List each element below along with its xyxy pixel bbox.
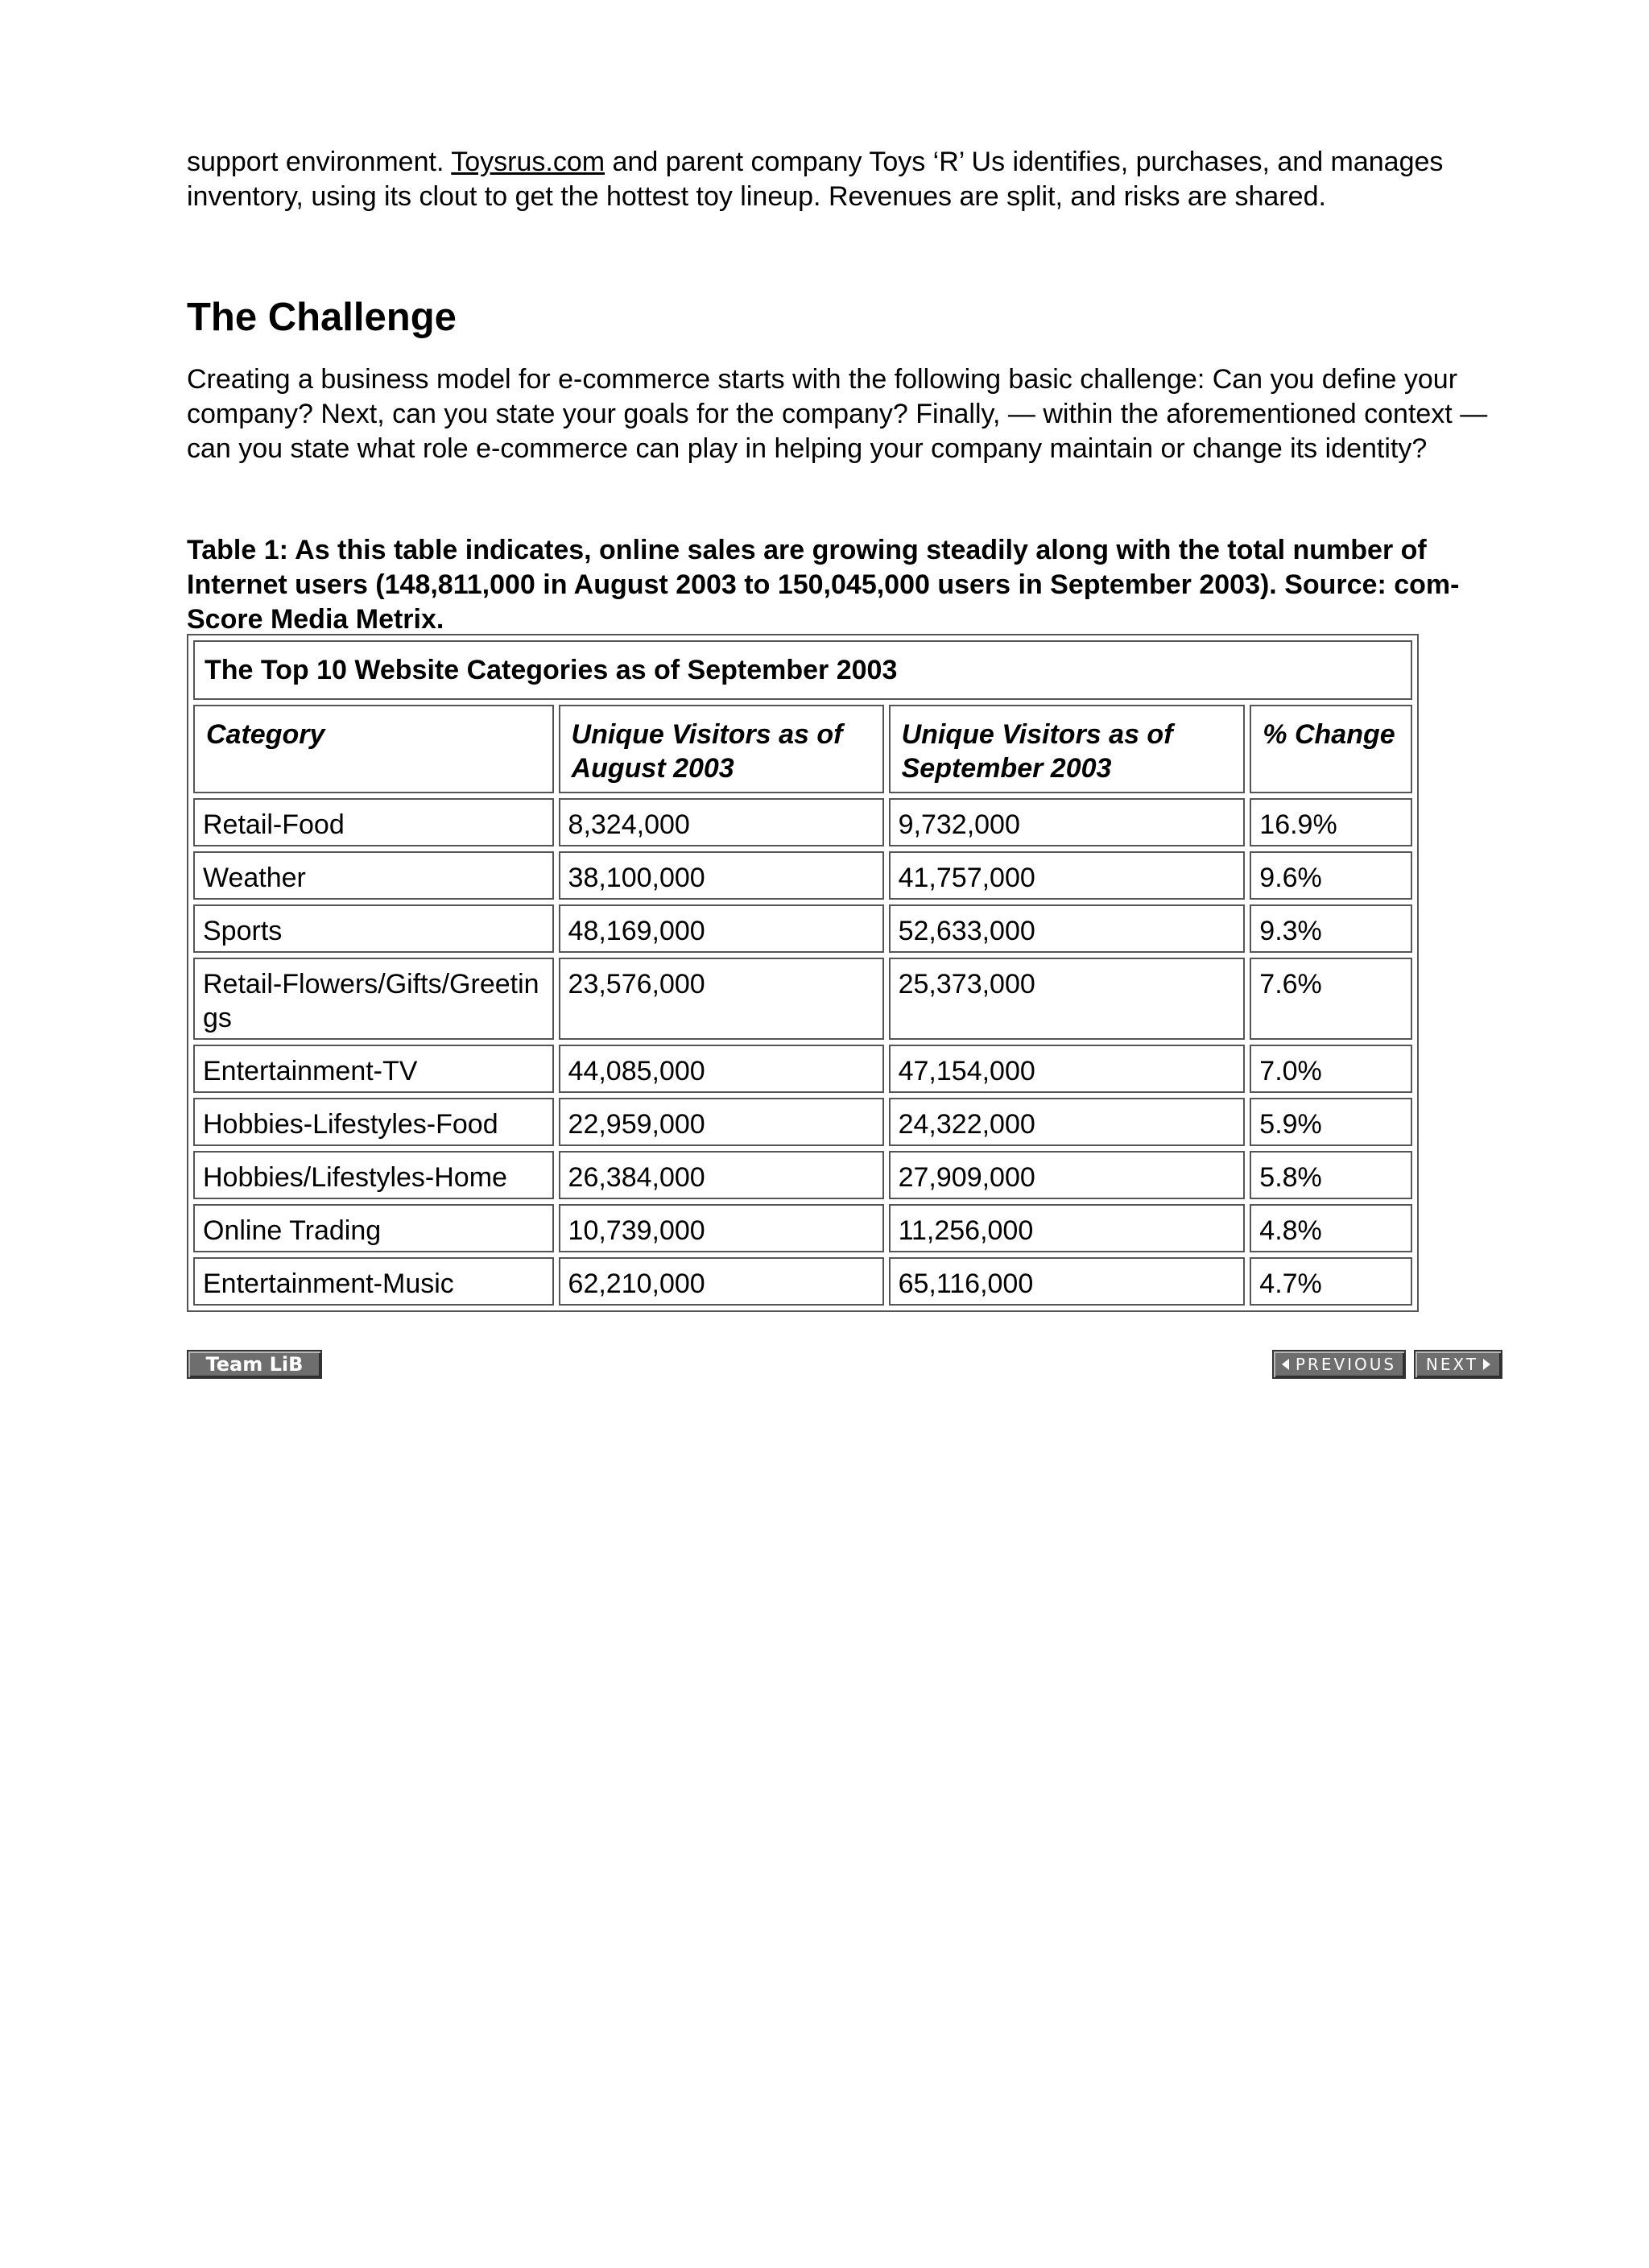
- cell-august: 62,210,000: [559, 1257, 884, 1306]
- cell-category: Entertainment-Music: [193, 1257, 554, 1306]
- header-category: Category: [193, 705, 554, 793]
- cell-august: 44,085,000: [559, 1045, 884, 1093]
- cell-change: 16.9%: [1250, 798, 1412, 846]
- cell-category: Entertainment-TV: [193, 1045, 554, 1093]
- cell-august: 26,384,000: [559, 1151, 884, 1199]
- cell-category: Retail-Flowers/Gifts/Greetings: [193, 958, 554, 1040]
- cell-change: 7.6%: [1250, 958, 1412, 1040]
- section-body: Creating a business model for e-commerce starts with the following basic challenge: Can you define your company? Next, can you state your goals for the company? Finally, — within the aforementioned context — can you state what role e-commerce can play in helping your company maintain or change its identity?: [187, 364, 1488, 464]
- cell-august: 8,324,000: [559, 798, 884, 846]
- table-row: [193, 1204, 1412, 1252]
- table-row: [193, 1151, 1412, 1199]
- document-page: [187, 145, 1507, 1299]
- previous-button[interactable]: [1272, 1350, 1406, 1379]
- next-button[interactable]: [1414, 1350, 1502, 1379]
- table-title: The Top 10 Website Categories as of September 2003: [193, 640, 1412, 700]
- cell-september: 41,757,000: [889, 851, 1246, 900]
- toysrus-link[interactable]: Toysrus.com: [451, 147, 605, 177]
- cell-category: Weather: [193, 851, 554, 900]
- table-row: [193, 904, 1412, 953]
- intro-text-after: and parent company Toys ‘R’ Us identifies, purchases, and manages inventory, using its clout to get the hottest toy lineup. Revenues are split, and risks are shared.: [187, 147, 1444, 212]
- cell-change: 4.8%: [1250, 1204, 1412, 1252]
- table-row: [193, 958, 1412, 1040]
- cell-change: 9.6%: [1250, 851, 1412, 900]
- cell-category: Hobbies-Lifestyles-Food: [193, 1098, 554, 1146]
- header-august: Unique Visitors as of August 2003: [559, 705, 884, 793]
- categories-table: [187, 634, 1419, 1312]
- team-lib-button[interactable]: [187, 1350, 322, 1379]
- cell-august: 23,576,000: [559, 958, 884, 1040]
- team-lib-label: Team LiB: [205, 1353, 304, 1376]
- previous-label: PREVIOUS: [1295, 1355, 1397, 1374]
- cell-september: 65,116,000: [889, 1257, 1246, 1306]
- intro-text-before: support environment.: [187, 147, 452, 177]
- next-label: NEXT: [1425, 1355, 1479, 1374]
- table-header-row: [193, 705, 1412, 793]
- cell-change: 7.0%: [1250, 1045, 1412, 1093]
- intro-paragraph: [187, 145, 1507, 214]
- cell-august: 22,959,000: [559, 1098, 884, 1146]
- cell-september: 9,732,000: [889, 798, 1246, 846]
- right-arrow-icon: [1483, 1359, 1490, 1370]
- cell-category: Retail-Food: [193, 798, 554, 846]
- table-row: [193, 798, 1412, 846]
- cell-category: Sports: [193, 904, 554, 953]
- section-heading: The Challenge: [187, 296, 457, 339]
- table-caption: Table 1: As this table indicates, online sales are growing steadily along with the total number of Internet users (148,811,000 in August 2003 to 150,045,000 users in September 2003). Source: com-Score Media Metrix.: [187, 535, 1460, 635]
- cell-change: 9.3%: [1250, 904, 1412, 953]
- cell-september: 52,633,000: [889, 904, 1246, 953]
- cell-change: 4.7%: [1250, 1257, 1412, 1306]
- left-arrow-icon: [1282, 1359, 1289, 1370]
- cell-september: 11,256,000: [889, 1204, 1246, 1252]
- cell-august: 10,739,000: [559, 1204, 884, 1252]
- table-title-row: [193, 640, 1412, 700]
- cell-september: 27,909,000: [889, 1151, 1246, 1199]
- table-row: [193, 1045, 1412, 1093]
- cell-september: 47,154,000: [889, 1045, 1246, 1093]
- header-change: % Change: [1250, 705, 1412, 793]
- cell-change: 5.8%: [1250, 1151, 1412, 1199]
- cell-september: 24,322,000: [889, 1098, 1246, 1146]
- cell-august: 48,169,000: [559, 904, 884, 953]
- cell-change: 5.9%: [1250, 1098, 1412, 1146]
- cell-august: 38,100,000: [559, 851, 884, 900]
- table-row: [193, 1098, 1412, 1146]
- cell-september: 25,373,000: [889, 958, 1246, 1040]
- table-row: [193, 851, 1412, 900]
- table-row: [193, 1257, 1412, 1306]
- cell-category: Online Trading: [193, 1204, 554, 1252]
- cell-category: Hobbies/Lifestyles-Home: [193, 1151, 554, 1199]
- header-september: Unique Visitors as of September 2003: [889, 705, 1246, 793]
